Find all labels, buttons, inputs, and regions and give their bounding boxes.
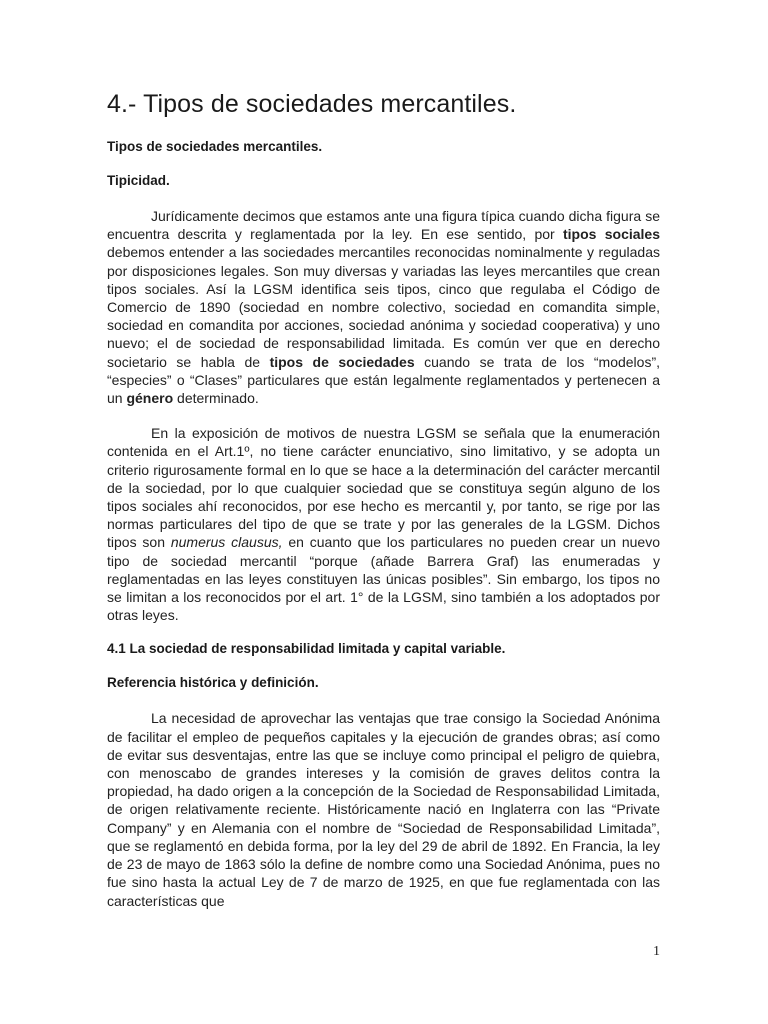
document-page bbox=[107, 90, 660, 927]
bold-term: tipos sociales bbox=[563, 226, 660, 243]
text-run: cuando se trata de los “modelos”, “especies” o “Clases” particulares que están legalmente reglamentados y pertenecen a un bbox=[107, 353, 660, 407]
italic-term: numerus clausus, bbox=[170, 534, 283, 551]
text-run: En la exposición de motivos de nuestra LGSM se señala que la enumeración contenida en el Art.1º, no tiene carácter enunciativo, sino limitativo, y se adopta un criterio rigurosamente formal en lo que se hace a la determinación del carácter mercantil de la sociedad, por lo que cualquier sociedad que se constituya según alguno de los tipos sociales ahí reconocidos, por ese hecho es mercantil y, por tanto, se rige por las normas particulares del tipo de que se trate y por las generales de la LGSM. Dichos tipos son bbox=[107, 425, 660, 551]
page-title: 4.- Tipos de sociedades mercantiles. bbox=[107, 90, 517, 118]
section-heading-referencia: Referencia histórica y definición. bbox=[107, 675, 319, 691]
text-run: La necesidad de aprovechar las ventajas que trae consigo la Sociedad Anónima de facilitar el empleo de pequeños capitales y la ejecución de grandes obras; así como de evitar sus desventajas, entre las que se incluye como principal el peligro de quiebra, con menoscabo de grandes intereses y la comisión de graves delitos contra la propiedad, ha dado origen a la concepción de la Sociedad de Responsabilidad Limitada, de origen relativamente reciente. Históricamente nació en Inglaterra con las “Private Company” y en Alemania con el nombre de “Sociedad de Responsabilidad Limitada”, que se reglamentó en debida forma, por la ley del 29 de abril de 1892. En Francia, la ley de 23 de mayo de 1863 sólo la define de nombre como una Sociedad Anónima, pues no fue sino hasta la actual Ley de 7 de marzo de 1925, en que fue reglamentada con las características que bbox=[107, 710, 660, 909]
paragraph-3 bbox=[107, 709, 660, 909]
paragraph-1 bbox=[107, 207, 660, 407]
paragraph-2 bbox=[107, 424, 660, 624]
bold-term: género bbox=[126, 390, 174, 407]
text-run: debemos entender a las sociedades mercantiles reconocidas nominalmente y reguladas por disposiciones legales. Son muy diversas y variadas las leyes mercantiles que crean tipos sociales. Así la LGSM identifica seis tipos, cinco que regulaba el Código de Comercio de 1890 (sociedad en nombre colectivo, sociedad en comandita simple, sociedad en comandita por acciones, sociedad anónima y sociedad cooperativa) y uno nuevo; el de sociedad de responsabilidad limitada. Es común ver que en derecho societario se habla de bbox=[107, 244, 660, 370]
text-run: determinado. bbox=[173, 390, 259, 407]
section-heading-4-1: 4.1 La sociedad de responsabilidad limitada y capital variable. bbox=[107, 641, 506, 657]
text-run: en cuanto que los particulares no pueden crear un nuevo tipo de sociedad mercantil “porque (añade Barrera Graf) las enumeradas y reglamentadas en las leyes constituyen las únicas posibles”. Sin embargo, los tipos no se limitan a los reconocidos por el art. 1° de la LGSM, sino también a los adoptados por otras leyes. bbox=[107, 534, 660, 624]
page-number: 1 bbox=[653, 944, 660, 959]
text-run: Jurídicamente decimos que estamos ante una figura típica cuando dicha figura se encuentra descrita y reglamentada por la ley. En ese sentido, por bbox=[107, 208, 660, 243]
subtitle: Tipos de sociedades mercantiles. bbox=[107, 139, 323, 154]
bold-term: tipos de sociedades bbox=[269, 353, 415, 370]
section-heading-tipicidad: Tipicidad. bbox=[107, 173, 170, 188]
